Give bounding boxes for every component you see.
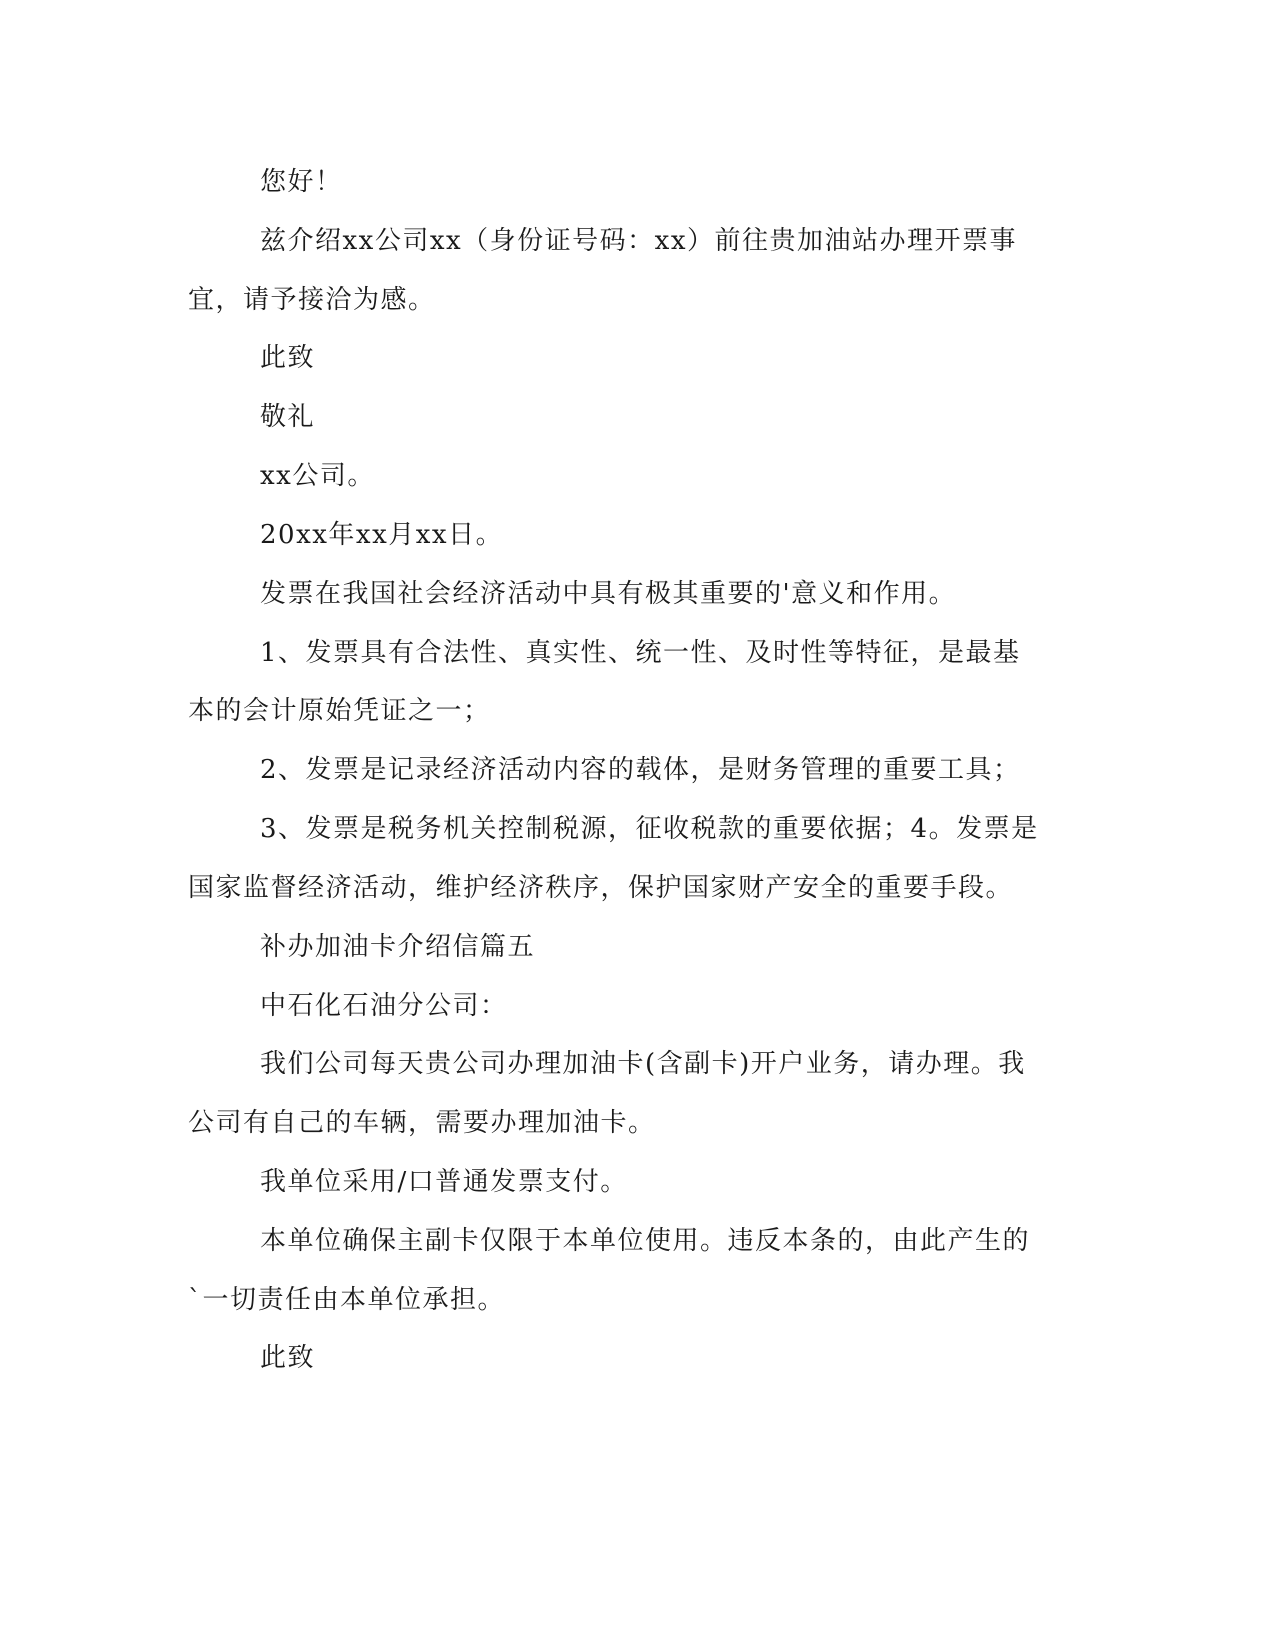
list-item-line: 1、发票具有合法性、真实性、统一性、及时性等特征，是最基 xyxy=(260,638,1021,668)
paragraph-line: 本单位确保主副卡仅限于本单位使用。违反本条的，由此产生的 xyxy=(260,1226,1031,1256)
list-item-line: 本的会计原始凭证之一； xyxy=(188,696,491,726)
paragraph-line: 发票在我国社会经济活动中具有极其重要的'意义和作用。 xyxy=(260,579,957,609)
list-item-line: 国家监督经济活动，维护经济秩序，保护国家财产安全的重要手段。 xyxy=(188,873,1014,903)
paragraph-line: 我们公司每天贵公司办理加油卡(含副卡)开户业务，请办理。我 xyxy=(260,1049,1026,1079)
paragraph-line: 宜，请予接洽为感。 xyxy=(188,285,436,315)
signature-date: 20xx年xx月xx日。 xyxy=(260,520,504,550)
list-item-line: 2、发票是记录经济活动内容的载体，是财务管理的重要工具； xyxy=(260,755,1021,785)
signature-company: xx公司。 xyxy=(260,461,375,491)
greeting: 您好！ xyxy=(260,167,343,197)
section-heading: 补办加油卡介绍信篇五 xyxy=(260,932,536,962)
paragraph-line: `一切责任由本单位承担。 xyxy=(188,1285,506,1315)
closing-line: 敬礼 xyxy=(260,402,316,432)
paragraph-line: 兹介绍xx公司xx（身份证号码：xx）前往贵加油站办理开票事 xyxy=(260,226,1017,256)
list-item-line: 3、发票是税务机关控制税源，征收税款的重要依据；4。发票是 xyxy=(260,814,1039,844)
paragraph-line: 我单位采用/口普通发票支付。 xyxy=(260,1167,628,1197)
paragraph-line: 公司有自己的车辆，需要办理加油卡。 xyxy=(188,1108,656,1138)
salutation: 中石化石油分公司： xyxy=(260,991,508,1021)
closing-line: 此致 xyxy=(260,343,316,373)
closing-line: 此致 xyxy=(260,1343,316,1373)
